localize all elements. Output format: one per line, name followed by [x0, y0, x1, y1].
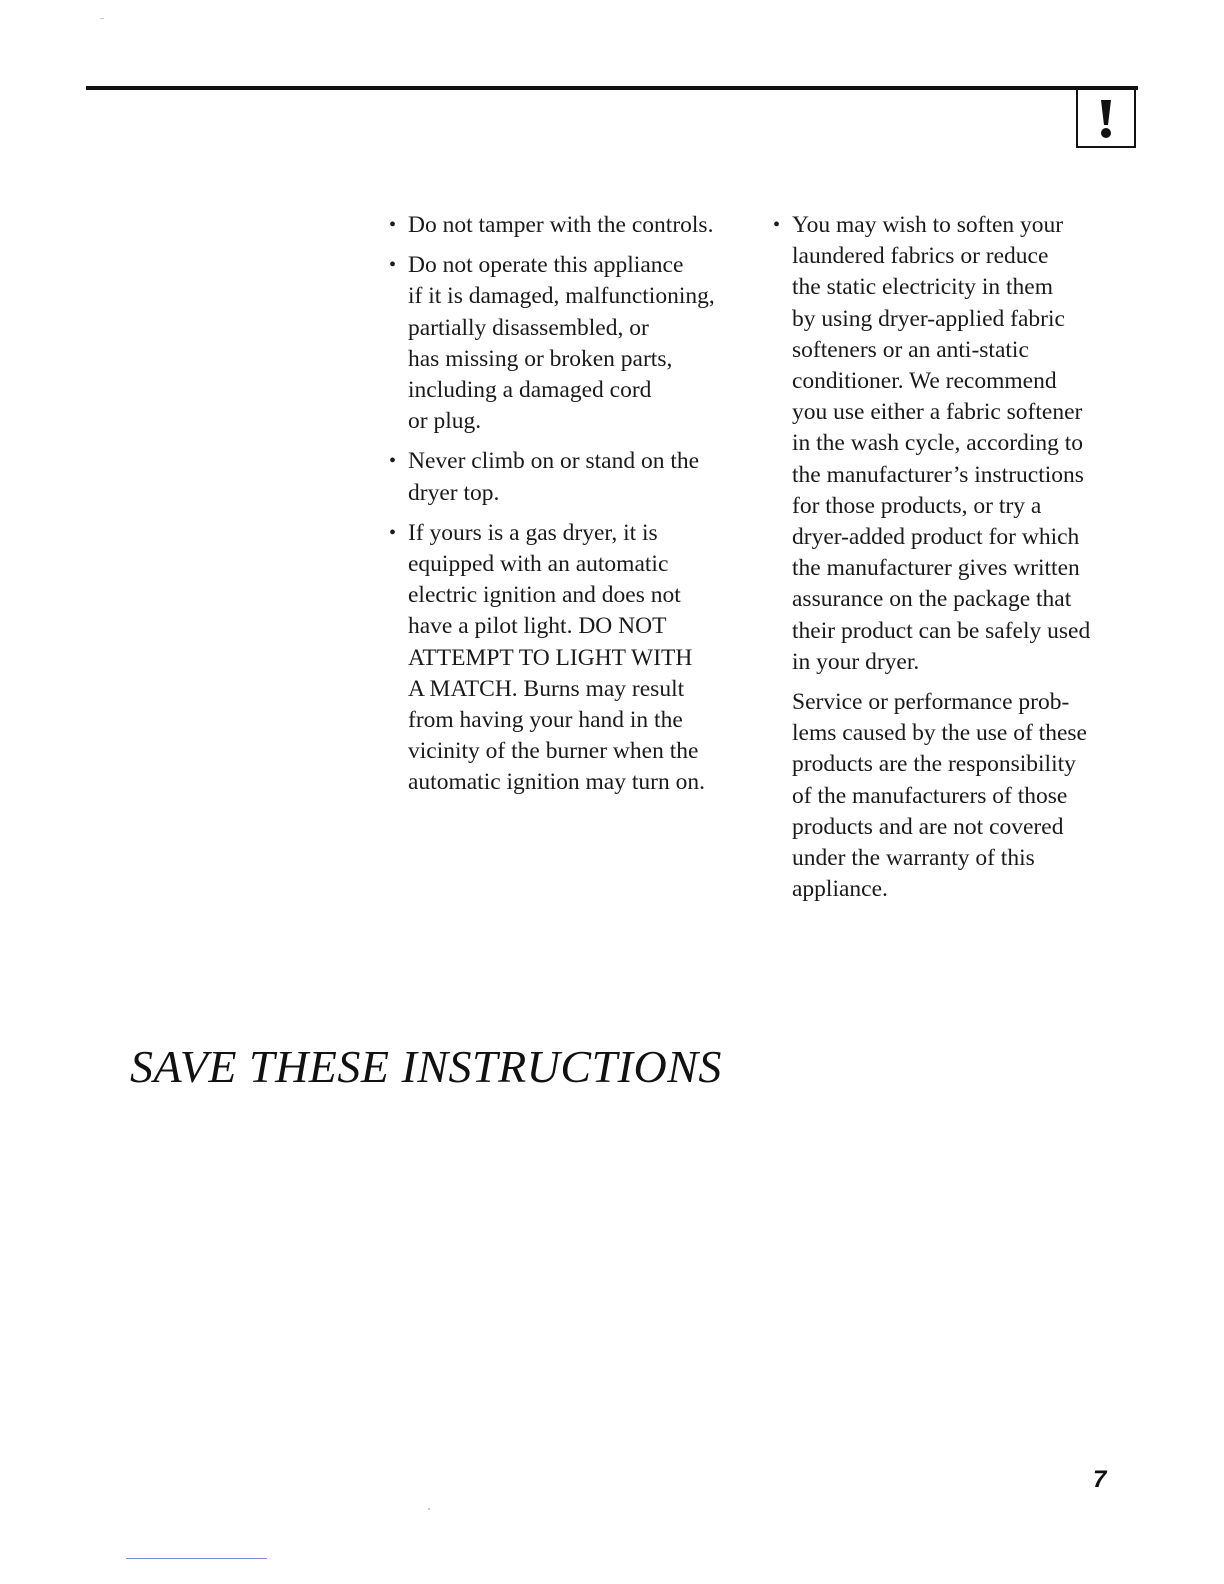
scan-speck: [428, 1508, 430, 1510]
warning-badge: [1076, 88, 1136, 148]
bullet-item: [773, 210, 1143, 678]
text-line: softeners or an anti-static: [792, 336, 1029, 363]
save-instructions-heading: SAVE THESE INSTRUCTIONS: [130, 1041, 722, 1092]
footer-rule: [126, 1558, 267, 1559]
text-line: has missing or broken parts,: [408, 345, 673, 372]
text-line: from having your hand in the: [408, 707, 683, 734]
text-line: by using dryer-applied fabric: [792, 305, 1065, 332]
text-line: Do not tamper with the controls.: [408, 212, 714, 238]
page-number: 7: [1093, 1466, 1107, 1493]
text-line: or plug.: [408, 408, 482, 435]
bullet-dot: •: [773, 214, 781, 236]
text-line: Do not operate this appliance: [408, 252, 684, 279]
bullet-item: [389, 446, 759, 508]
left-column: [389, 210, 759, 808]
right-column: [773, 210, 1143, 905]
text-line: their product can be safely used: [792, 617, 1091, 644]
text-line: conditioner. We recommend: [792, 368, 1057, 395]
text-line: assurance on the package that: [792, 586, 1072, 613]
bullet-item: [389, 250, 759, 437]
bullet-dot: •: [389, 521, 397, 544]
text-line: have a pilot light. DO NOT: [408, 613, 667, 640]
text-line: products are the responsibility: [792, 751, 1076, 778]
header-rule: [86, 86, 1138, 90]
text-line: A MATCH. Burns may result: [408, 675, 685, 702]
text-line: including a damaged cord: [408, 377, 652, 404]
text-line: You may wish to soften your: [792, 212, 1064, 238]
text-line: partially disassembled, or: [408, 314, 649, 341]
text-line: vicinity of the burner when the: [408, 738, 699, 765]
text-line: in the wash cycle, according to: [792, 430, 1084, 457]
bullet-dot: •: [389, 450, 397, 473]
text-line: dryer top.: [408, 479, 500, 506]
text-line: if it is damaged, malfunctioning,: [408, 283, 715, 310]
text-line: of the manufacturers of those: [792, 782, 1068, 809]
text-line: in your dryer.: [792, 648, 920, 675]
text-line: you use either a fabric softener: [792, 399, 1083, 426]
text-line: dryer-added product for which: [792, 524, 1080, 551]
text-line: electric ignition and does not: [408, 582, 681, 609]
exclamation-icon: [1078, 88, 1134, 146]
text-line: lems caused by the use of these: [792, 720, 1087, 747]
text-line: ATTEMPT TO LIGHT WITH: [408, 644, 693, 671]
bullet-dot: •: [389, 254, 397, 277]
text-line: for those products, or try a: [792, 492, 1042, 519]
text-line: appliance.: [792, 876, 888, 903]
bullet-dot: •: [389, 214, 397, 236]
text-line: products and are not covered: [792, 813, 1064, 840]
scan-speck: [100, 18, 104, 19]
text-line: under the warranty of this: [792, 845, 1035, 872]
text-line: automatic ignition may turn on.: [408, 769, 705, 796]
text-line: the manufacturer’s instructions: [792, 461, 1084, 488]
text-line: the manufacturer gives written: [792, 555, 1080, 582]
bullet-item: [389, 210, 759, 241]
text-line: If yours is a gas dryer, it is: [408, 519, 658, 546]
text-line: equipped with an automatic: [408, 551, 669, 578]
bullet-item: [389, 518, 759, 799]
text-line: the static electricity in them: [792, 274, 1054, 301]
text-line: Never climb on or stand on the: [408, 448, 700, 475]
service-paragraph: [773, 687, 1143, 905]
text-line: laundered fabrics or reduce: [792, 243, 1049, 270]
text-line: Service or performance prob-: [792, 689, 1070, 716]
